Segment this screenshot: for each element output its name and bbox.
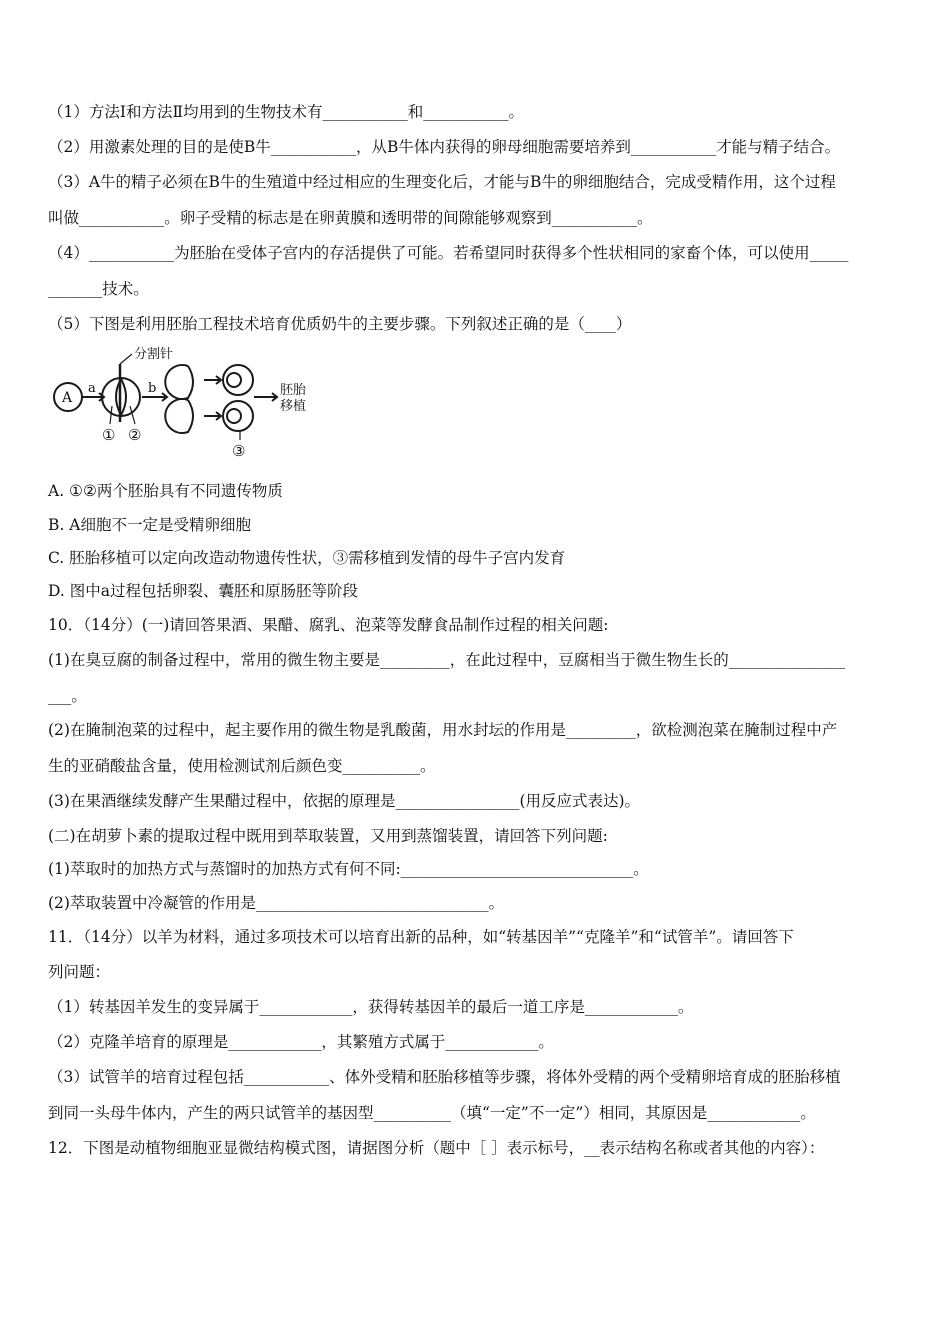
q10-part3: (3)在果酒继续发酵产生果醋过程中，依据的原理是________________(用反应式表达)。 xyxy=(48,792,641,810)
q9-part3-line2: 叫做___________。卵子受精的标志是在卵黄膜和透明带的间隙能够观察到___________。 xyxy=(48,209,653,227)
option-a: A. ①②两个胚胎具有不同遗传物质 xyxy=(48,482,283,500)
q10-part2-line1: (2)在腌制泡菜的过程中，起主要作用的微生物是乳酸菌，用水封坛的作用是_________，欲检测泡菜在腌制过程中产 xyxy=(48,721,838,739)
needle-pointer-line xyxy=(120,354,132,364)
cell-a-label: A xyxy=(62,390,73,406)
transfer-label-line2: 移植 xyxy=(280,399,307,414)
q11-part1: （1）转基因羊发生的变异属于____________，获得转基因羊的最后一道工序是____________。 xyxy=(48,998,694,1016)
marker-2: ② xyxy=(128,426,142,444)
q11-part3-line1: （3）试管羊的培育过程包括___________、体外受精和胚胎移植等步骤，将体外受精的两个受精卵培育成的胚胎移植 xyxy=(48,1068,841,1086)
marker-2-pointer xyxy=(130,406,135,424)
marker-1-pointer xyxy=(110,406,112,424)
marker-3: ③ xyxy=(232,442,246,460)
q10-part1-line1: (1)在臭豆腐的制备过程中，常用的微生物主要是_________，在此过程中，豆腐相当于微生物生长的_______________ xyxy=(48,651,845,669)
transfer-label-line1: 胚胎 xyxy=(280,383,307,398)
embryo-top-inner xyxy=(227,373,241,387)
q10-part1-line2: ___。 xyxy=(48,687,87,705)
q10-section2-part2: (2)萃取装置中冷凝管的作用是______________________________。 xyxy=(48,894,504,912)
needle-label: 分割针 xyxy=(134,347,174,362)
half-embryo-top xyxy=(165,365,193,399)
q9-part1: （1）方法Ⅰ和方法Ⅱ均用到的生物技术有___________和___________。 xyxy=(48,103,525,121)
q9-part2: （2）用激素处理的目的是使B牛___________，从B牛体内获得的卵母细胞需要培养到___________才能与精子结合。 xyxy=(48,138,841,156)
q9-part5: （5）下图是利用胚胎工程技术培育优质奶牛的主要步骤。下列叙述正确的是（____） xyxy=(48,315,632,333)
q11-intro-line1: 11．（14分）以羊为材料，通过多项技术可以培育出新的品种，如“转基因羊”“克隆羊”和“试管羊”。请回答下 xyxy=(48,928,794,946)
embryo-splitting-diagram xyxy=(48,340,328,468)
marker-1: ① xyxy=(102,426,116,444)
option-c: C. 胚胎移植可以定向改造动物遗传性状，③需移植到发情的母牛子宫内发育 xyxy=(48,549,566,567)
q10-section2-intro: (二)在胡萝卜素的提取过程中既用到萃取装置，又用到蒸馏装置，请回答下列问题: xyxy=(48,827,608,845)
q10-intro: 10．（14分）(一)请回答果酒、果醋、腐乳、泡菜等发酵食品制作过程的相关问题: xyxy=(48,616,609,634)
q11-part3-line2: 到同一头母牛体内，产生的两只试管羊的基因型__________（填“一定”不一定”）相同，其原因是____________。 xyxy=(48,1104,816,1122)
half-embryo-bottom xyxy=(165,399,193,433)
arrow-a-label: a xyxy=(88,381,96,396)
q10-part2-line2: 生的亚硝酸盐含量，使用检测试剂后颜色变__________。 xyxy=(48,757,436,775)
q9-part3-line1: （3）A牛的精子必须在B牛的生殖道中经过相应的生理变化后，才能与B牛的卵细胞结合，完成受精作用，这个过程 xyxy=(48,173,836,191)
embryo-bottom-inner xyxy=(227,409,241,423)
option-b: B. A细胞不一定是受精卵细胞 xyxy=(48,516,251,534)
q10-section2-part1: (1)萃取时的加热方式与蒸馏时的加热方式有何不同:______________________________。 xyxy=(48,860,649,878)
q11-intro-line2: 列问题： xyxy=(48,963,111,981)
arrow-b-label: b xyxy=(148,381,157,396)
option-d: D. 图中a过程包括卵裂、囊胚和原肠胚等阶段 xyxy=(48,582,358,600)
q9-part4-line1: （4）___________为胚胎在受体子宫内的存活提供了可能。若希望同时获得多个性状相同的家畜个体，可以使用_____ xyxy=(48,244,849,262)
q9-part4-line2: _______技术。 xyxy=(48,280,149,298)
embryo-right-half xyxy=(121,379,126,415)
q11-part2: （2）克隆羊培育的原理是____________，其繁殖方式属于____________。 xyxy=(48,1033,554,1051)
q12-intro: 12．下图是动植物细胞亚显微结构模式图，请据图分析（题中［ ］表示标号，__表示结构名称或者其他的内容）： xyxy=(48,1139,825,1157)
